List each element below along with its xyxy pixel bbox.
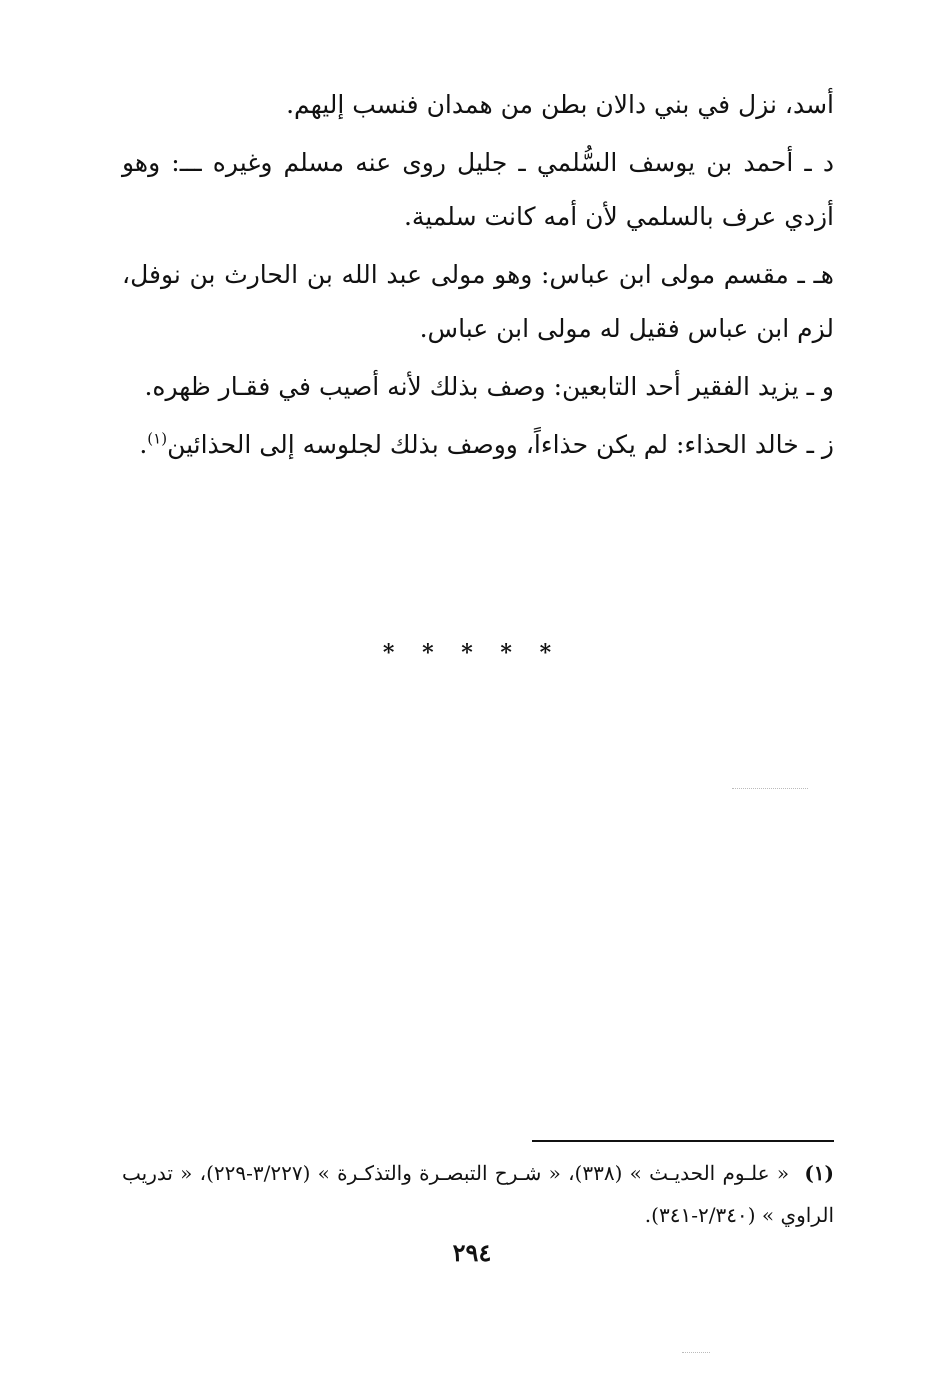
footnote-divider — [532, 1140, 834, 1142]
footnote-text: « علـوم الحديـث » (٣٣٨)، « شـرح التبصـرة والتذكـرة » (٣/٢٢٧-٢٢٩)، « تدريب الراوي » (٢/٣٤٠-٣٤١). — [122, 1161, 834, 1227]
scan-speck — [682, 1352, 710, 1353]
footnote-reference: (١) — [147, 429, 168, 448]
paragraph-3: هـ ـ مقسم مولى ابن عباس: وهو مولى عبد الله بن الحارث بن نوفل، لزم ابن عباس فقيل له مولى ابن عباس. — [122, 260, 834, 343]
main-text — [122, 78, 834, 476]
paragraph-2: د ـ أحمد بن يوسف السُّلمي ـ جليل روى عنه مسلم وغيره ـــ: وهو أزدي عرف بالسلمي لأن أمه كانت سلمية. — [122, 148, 834, 231]
footnote-number: (١) — [804, 1161, 835, 1185]
paragraph-5-end: . — [139, 430, 148, 459]
page-number: ٢٩٤ — [452, 1238, 492, 1267]
scan-speck — [732, 788, 808, 789]
section-separator: * * * * * — [382, 640, 562, 666]
paragraph-5-text: ز ـ خالد الحذاء: لم يكن حذاءاً، ووصف بذلك لجلوسه إلى الحذائين — [167, 430, 834, 459]
paragraph-4: و ـ يزيد الفقير أحد التابعين: وصف بذلك لأنه أصيب في فقـار ظهره. — [144, 372, 834, 401]
paragraph-1: أسد، نزل في بني دالان بطن من همدان فنسب إليهم. — [286, 90, 834, 119]
paragraph-5 — [122, 418, 834, 472]
footnotes — [122, 1152, 834, 1236]
